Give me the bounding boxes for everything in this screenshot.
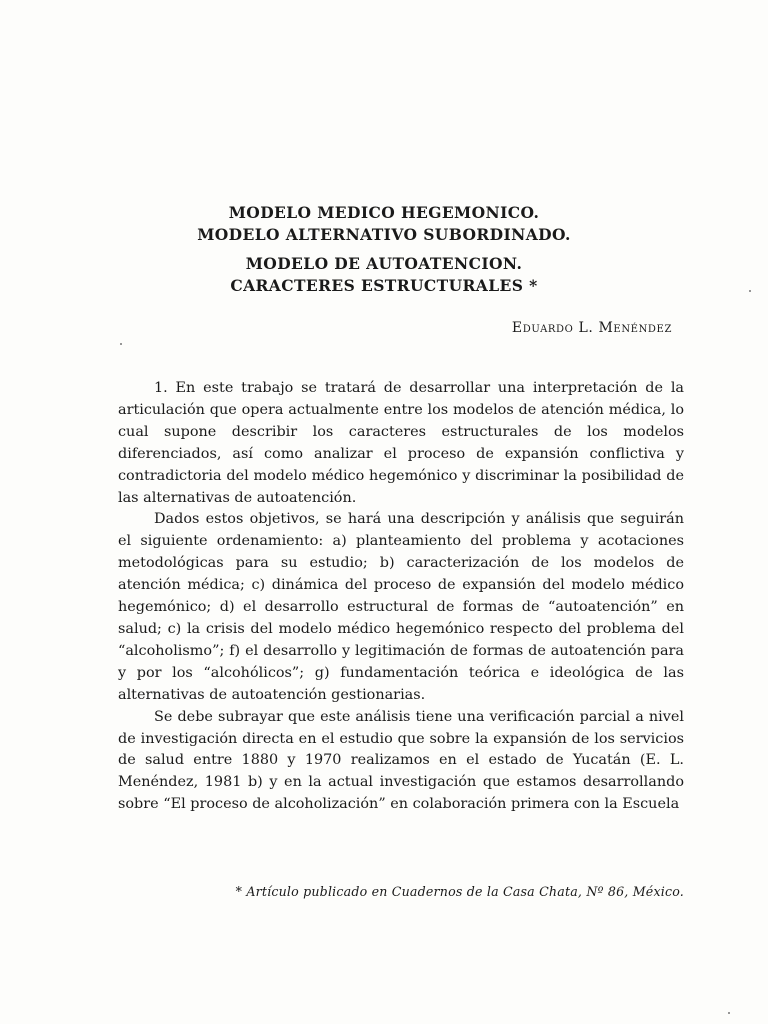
paragraph-2: Dados estos objetivos, se hará una descripción y análisis que seguirán el siguiente ordenamiento: a) planteamiento del problema y acotaciones metodológicas para su estudio; b) caracterización de los modelos de atención médica; c) dinámica del proceso de expansión del modelo médico hegemónico; d) el desarrollo estructural de formas de “autoatención” en salud; c) la crisis del modelo médico hegemónico respecto del problema del “alcoholismo”; f) el desarrollo y legitimación de formas de autoatención para y por los “alcohólicos”; g) fundamentación teórica e ideológica de las alternativas de autoatención gestionarias. [118, 511, 684, 703]
paragraph-1: 1. En este trabajo se tratará de desarrollar una interpretación de la articulación que opera actualmente entre los modelos de atención médica, lo cual supone describir los caracteres estructurales de los modelos diferenciados, así como analizar el proceso de expansión conflictiva y contradictoria del modelo médico hegemónico y discriminar la posibilidad de las alternativas de autoatención. [118, 380, 684, 506]
body-text [118, 378, 684, 816]
title-line-3: MODELO DE AUTOATENCION. [245, 254, 523, 273]
footnote: * Artículo publicado en Cuadernos de la Casa Chata, Nº 86, México. [235, 884, 684, 899]
scan-speck [749, 290, 751, 292]
scan-speck [728, 1012, 730, 1014]
scan-speck [120, 343, 122, 345]
article-title [0, 202, 768, 297]
author-name: Eduardo L. Menéndez [511, 320, 672, 336]
title-line-1: MODELO MEDICO HEGEMONICO. [228, 203, 540, 222]
paragraph-3: Se debe subrayar que este análisis tiene una verificación parcial a nivel de investigación directa en el estudio que sobre la expansión de los servicios de salud entre 1880 y 1970 realizamos en el estado de Yucatán (E. L. Menéndez, 1981 b) y en la actual investigación que estamos desarrollando sobre “El proceso de alcoholización” en colaboración primera con la Escuela [118, 708, 684, 813]
title-line-4: CARACTERES ESTRUCTURALES * [230, 276, 538, 295]
title-line-2: MODELO ALTERNATIVO SUBORDINADO. [197, 225, 571, 244]
